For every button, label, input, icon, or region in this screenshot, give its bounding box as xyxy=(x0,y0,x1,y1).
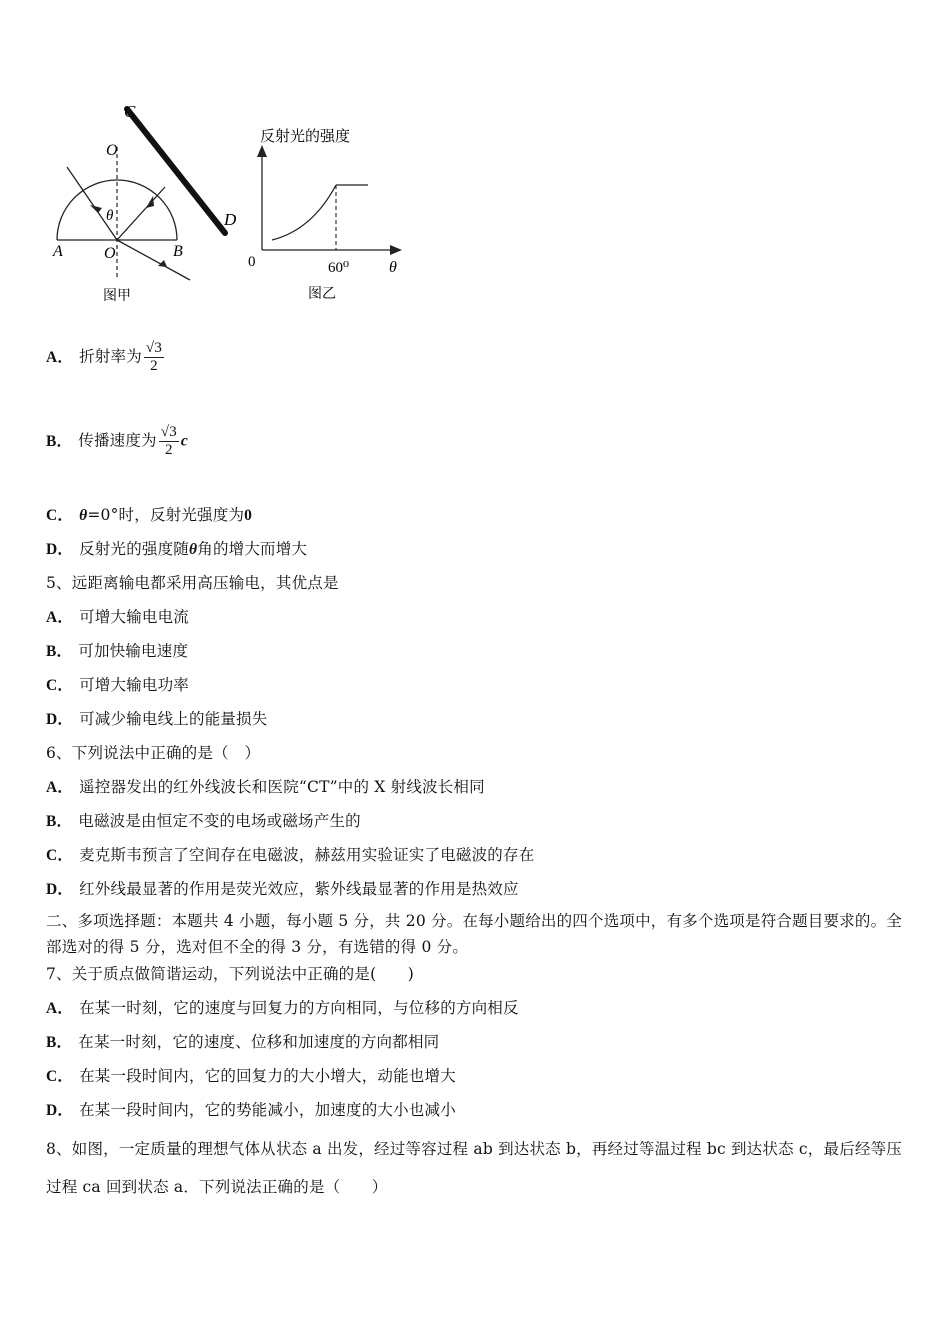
screen-CD xyxy=(127,109,225,233)
y-axis-arrow xyxy=(257,145,267,157)
graph-xtick: 60⁰ xyxy=(328,260,350,276)
x-axis-arrow xyxy=(390,245,402,255)
label-D: D xyxy=(224,210,237,229)
q5-option-B: B． 可加快输电速度 xyxy=(46,642,189,660)
q7-stem: 7、关于质点做简谐运动，下列说法中正确的是( ) xyxy=(46,965,414,983)
section-2-instructions: 二、多项选择题：本题共 4 小题，每小题 5 分，共 20 分。在每小题给出的四个选项中，有多个选项是符合题目要求的。全部选对的得 5 分，选对但不全的得 3 分，有选错的得 0 分。 xyxy=(46,912,903,956)
reflected-arrow xyxy=(146,196,154,208)
q4-option-A: A． 折射率为 $\frac{√3}{2}$ xyxy=(46,340,163,374)
figure-svg xyxy=(40,95,420,310)
caption-jia: 图甲 xyxy=(103,288,131,304)
q5-stem: 5、远距离输电都采用高压输电，其优点是 xyxy=(46,574,339,592)
graph-ylabel: 反射光的强度 xyxy=(260,127,351,145)
q6-option-C: C． 麦克斯韦预言了空间存在电磁波，赫兹用实验证实了电磁波的存在 xyxy=(46,846,535,864)
label-B: B xyxy=(173,243,183,260)
q7-option-D: D． 在某一段时间内，它的势能减小，加速度的大小也减小 xyxy=(46,1101,456,1119)
q6-option-D: D． 红外线最显著的作用是荧光效应，紫外线最显著的作用是热效应 xyxy=(46,880,519,898)
q4-option-B: B． 传播速度为 $\frac{√3}{2}$ c xyxy=(46,424,188,458)
q6-option-A: A． 遥控器发出的红外线波长和医院“CT”中的 X 射线波长相同 xyxy=(46,778,485,796)
graph-yi xyxy=(248,127,402,302)
q4-option-D: D． 反射光的强度随θ角的增大而增大 xyxy=(46,540,308,558)
q6-option-B: B． 电磁波是由恒定不变的电场或磁场产生的 xyxy=(46,812,361,830)
q8-stem: 8、如图，一定质量的理想气体从状态 a 出发，经过等容过程 ab 到达状态 b，再经过等温过程 bc 到达状态 c，最后经等压过程 ca 回到状态 a．下列说法正确的是（ ） xyxy=(46,1140,902,1196)
label-O: O xyxy=(104,245,116,262)
q5-option-C: C． 可增大输电功率 xyxy=(46,676,189,694)
q5-option-D: D． 可减少输电线上的能量损失 xyxy=(46,710,268,728)
fraction-sqrt3-over-2: $\frac{√3}{2}$ xyxy=(145,340,163,374)
diagram-jia xyxy=(52,102,237,304)
q7-option-A: A． 在某一时刻，它的速度与回复力的方向相同，与位移的方向相反 xyxy=(46,999,519,1017)
reflected-ray xyxy=(117,187,165,240)
label-C: C xyxy=(124,102,136,121)
label-theta: θ xyxy=(106,208,114,224)
graph-xlabel: θ xyxy=(389,259,397,276)
fraction-sqrt3-over-2: $\frac{√3}{2}$ xyxy=(160,424,177,458)
q6-stem: 6、下列说法中正确的是（ ） xyxy=(46,744,261,762)
incident-ray xyxy=(67,167,117,240)
label-O-top: O xyxy=(106,142,118,159)
q7-option-B: B． 在某一时刻，它的速度、位移和加速度的方向都相同 xyxy=(46,1033,440,1051)
label-A: A xyxy=(53,243,63,260)
q7-option-C: C． 在某一段时间内，它的回复力的大小增大，动能也增大 xyxy=(46,1067,456,1085)
q4-option-C: C． θ=0°时，反射光强度为0 xyxy=(46,506,253,524)
figure xyxy=(40,95,420,310)
incident-arrow xyxy=(90,205,102,213)
caption-yi: 图乙 xyxy=(308,286,336,302)
intensity-curve xyxy=(272,185,336,240)
graph-origin: 0 xyxy=(248,254,256,270)
q5-option-A: A． 可增大输电电流 xyxy=(46,608,189,626)
